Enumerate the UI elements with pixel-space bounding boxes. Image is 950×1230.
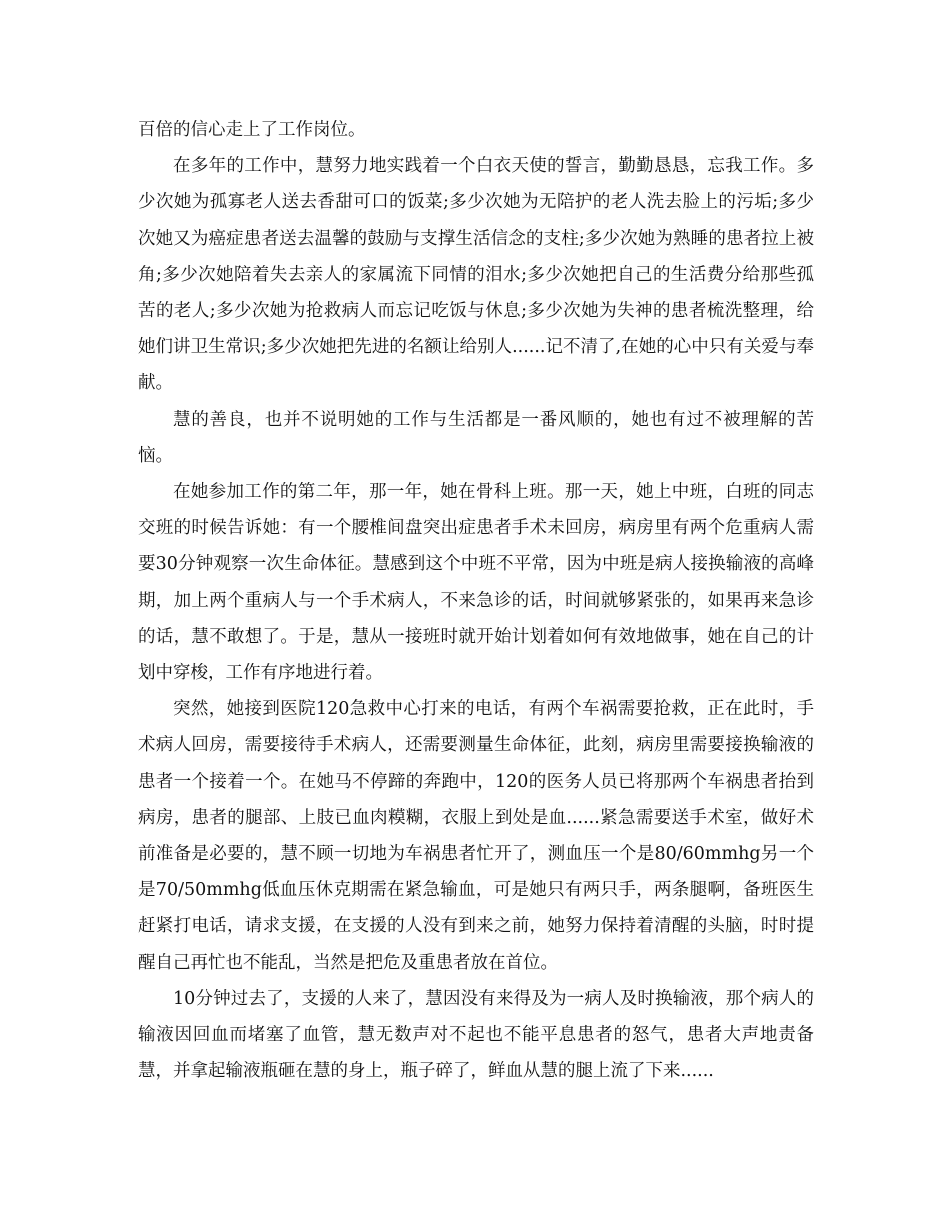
document-body [138,112,814,1089]
paragraph-1: 百倍的信心走上了工作岗位。 [138,120,366,140]
paragraph-3: 慧的善良，也并不说明她的工作与生活都是一番风顺的，她也有过不被理解的苦恼。 [138,409,814,466]
paragraph-2: 在多年的工作中，慧努力地实践着一个白衣天使的誓言，勤勤恳恳，忘我工作。多少次她为孤寡老人送去香甜可口的饭菜;多少次她为无陪护的老人洗去脸上的污垢;多少次她又为癌症患者送去温馨的鼓励与支撑生活信念的支柱;多少次她为熟睡的患者拉上被角;多少次她陪着失去亲人的家属流下同情的泪水;多少次她把自己的生活费分给那些孤苦的老人;多少次她为抢救病人而忘记吃饭与休息;多少次她为失神的患者梳洗整理，给她们讲卫生常识;多少次她把先进的名额让给别人......记不清了,在她的心中只有关爱与奉献。 [138,156,814,394]
paragraph-6: 10分钟过去了，支援的人来了，慧因没有来得及为一病人及时换输液，那个病人的输液因回血而堵塞了血管，慧无数声对不起也不能平息患者的怒气，患者大声地责备慧，并拿起输液瓶砸在慧的身上，瓶子碎了，鲜血从慧的腿上流了下来...... [138,988,814,1082]
paragraph-5: 突然，她接到医院120急救中心打来的电话，有两个车祸需要抢救，正在此时，手术病人回房，需要接待手术病人，还需要测量生命体征，此刻，病房里需要接换输液的患者一个接着一个。在她马不停蹄的奔跑中，120的医务人员已将那两个车祸患者抬到病房，患者的腿部、上肢已血肉糢糊，衣服上到处是血......紧急需要送手术室，做好术前准备是必要的，慧不顾一切地为车祸患者忙开了，测血压一个是80/60mmhg另一个是70/50mmhg低血压休克期需在紧急输血，可是她只有两只手，两条腿啊，备班医生赶紧打电话，请求支援，在支援的人没有到来之前，她努力保持着清醒的头脑，时时提醒自己再忙也不能乱，当然是把危及重患者放在首位。 [138,699,814,973]
paragraph-4: 在她参加工作的第二年，那一年，她在骨科上班。那一天，她上中班，白班的同志交班的时候告诉她：有一个腰椎间盘突出症患者手术未回房，病房里有两个危重病人需要30分钟观察一次生命体征。慧感到这个中班不平常，因为中班是病人接换输液的高峰期，加上两个重病人与一个手术病人，不来急诊的话，时间就够紧张的，如果再来急诊的话，慧不敢想了。于是，慧从一接班时就开始计划着如何有效地做事，她在自己的计划中穿梭，工作有序地进行着。 [138,482,814,684]
